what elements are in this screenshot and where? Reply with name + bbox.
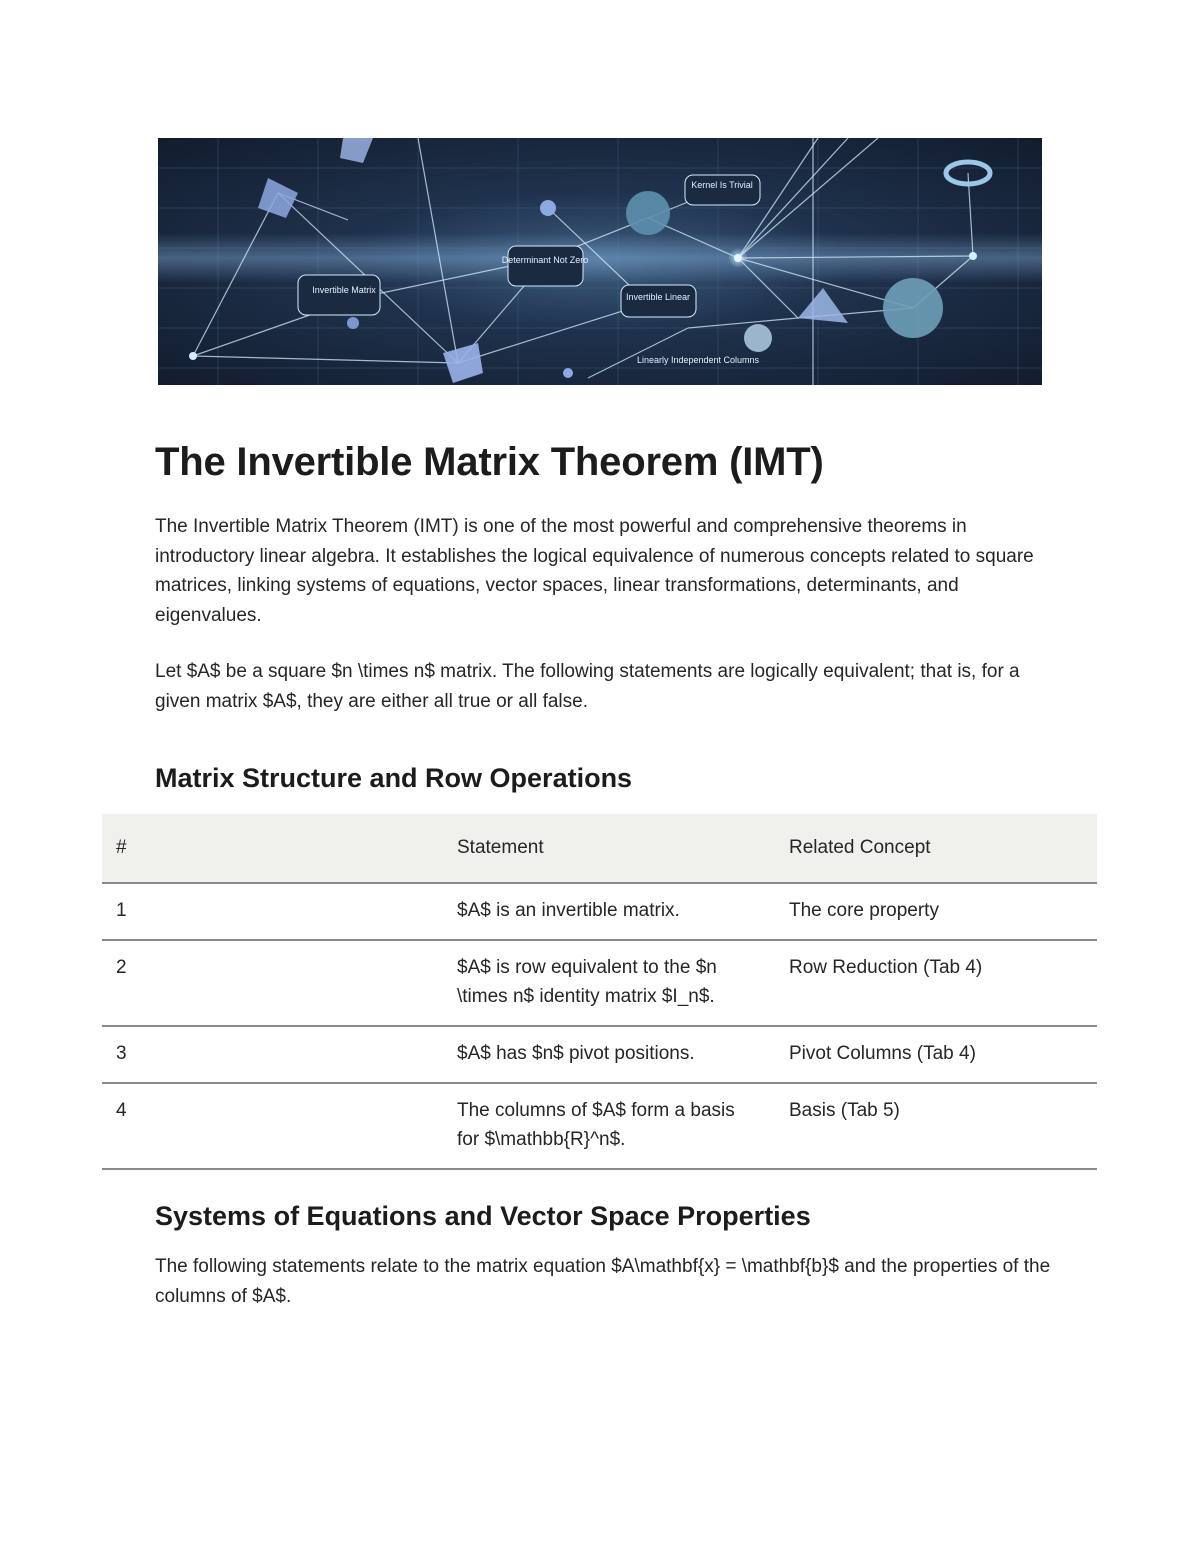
label-kernel: Kernel Is Trivial <box>691 180 753 190</box>
table-row <box>102 1083 1097 1169</box>
row-statement: The columns of $A$ form a basis for $\mathbb{R}^n$. <box>443 1083 775 1169</box>
row-concept: Row Reduction (Tab 4) <box>775 940 1097 1026</box>
row-statement: $A$ is row equivalent to the $n \times n$ identity matrix $I_n$. <box>443 940 775 1026</box>
table-row <box>102 1026 1097 1083</box>
network-graphic <box>158 138 1042 385</box>
row-number: 1 <box>102 883 443 940</box>
section1-heading: Matrix Structure and Row Operations <box>155 763 633 793</box>
row-concept: Basis (Tab 5) <box>775 1083 1097 1169</box>
table-row <box>102 940 1097 1026</box>
row-number: 2 <box>102 940 443 1026</box>
header-illustration <box>158 138 1042 385</box>
let-statement: Let $A$ be a square $n \times n$ matrix. The following statements are logically equivalent; that is, for a given matrix $A$, they are either all true or all false. <box>155 661 1020 712</box>
label-invertible-linear: Invertible Linear <box>625 292 691 302</box>
label-invertible-matrix: Invertible Matrix <box>312 285 376 295</box>
row-number: 4 <box>102 1083 443 1169</box>
label-determinant: Determinant Not Zero <box>501 255 589 265</box>
table-row <box>102 883 1097 940</box>
header-statement: Statement <box>443 814 775 883</box>
section2-heading: Systems of Equations and Vector Space Properties <box>155 1201 811 1231</box>
row-concept: Pivot Columns (Tab 4) <box>775 1026 1097 1083</box>
imt-table <box>102 814 1097 1170</box>
label-independent-columns: Linearly Independent Columns <box>636 355 760 365</box>
row-statement: $A$ is an invertible matrix. <box>443 883 775 940</box>
row-number: 3 <box>102 1026 443 1083</box>
header-number: # <box>102 814 443 883</box>
section2-paragraph: The following statements relate to the matrix equation $A\mathbf{x} = \mathbf{b}$ and the properties of the columns of $A$. <box>155 1256 1051 1307</box>
page-title: The Invertible Matrix Theorem (IMT) <box>155 440 824 484</box>
row-concept: The core property <box>775 883 1097 940</box>
header-concept: Related Concept <box>775 814 1097 883</box>
table-header-row <box>102 814 1097 883</box>
intro-paragraph: The Invertible Matrix Theorem (IMT) is one of the most powerful and comprehensive theorems in introductory linear algebra. It establishes the logical equivalence of numerous concepts related to square matrices, linking systems of equations, vector spaces, linear transformations, determinants, and eigenvalues. <box>155 516 1034 626</box>
row-statement: $A$ has $n$ pivot positions. <box>443 1026 775 1083</box>
